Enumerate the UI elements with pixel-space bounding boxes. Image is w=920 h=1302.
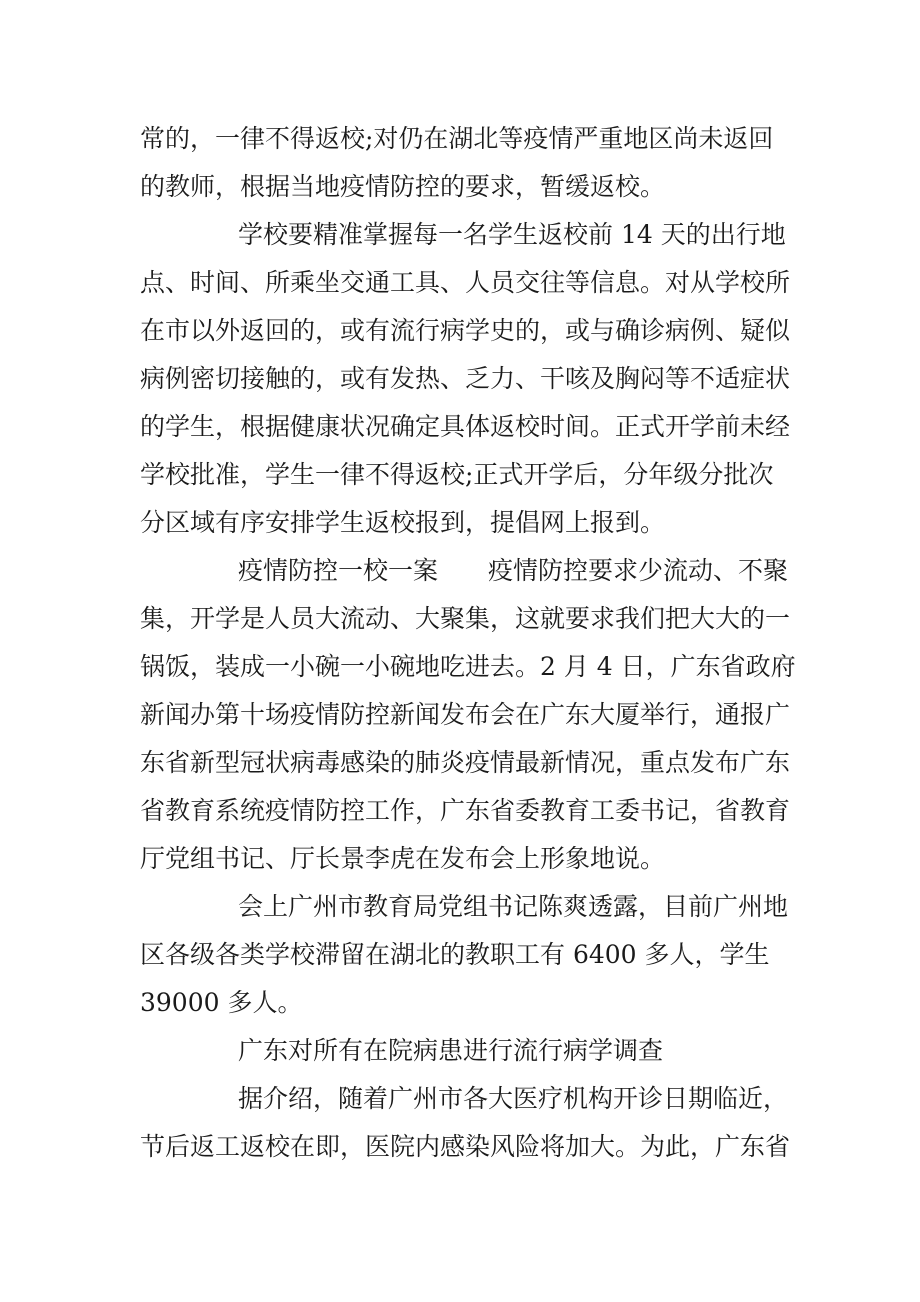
text-line: 常的，一律不得返校;对仍在湖北等疫情严重地区尚未返回 (140, 124, 774, 153)
paragraph-start: 据介绍，随着广州市各大医疗机构开诊日期临近， (238, 1084, 789, 1113)
paragraph-start: 会上广州市教育局党组书记陈爽透露，目前广州地 (238, 892, 789, 921)
text-line: 节后返工返校在即，医院内感染风险将加大。为此，广东省 (140, 1132, 791, 1161)
text-line: 锅饭，装成一小碗一小碗地吃进去。2 月 4 日，广东省政府 (140, 652, 796, 681)
text-line: 在市以外返回的，或有流行病学史的，或与确诊病例、疑似 (140, 316, 791, 345)
text-line: 省教育系统疫情防控工作，广东省委教育工委书记，省教育 (140, 796, 791, 825)
paragraph-start: 疫情防控一校一案 疫情防控要求少流动、不聚 (238, 556, 789, 585)
text-line: 东省新型冠状病毒感染的肺炎疫情最新情况，重点发布广东 (140, 748, 791, 777)
text-line: 分区域有序安排学生返校报到，提倡网上报到。 (140, 508, 666, 537)
text-line: 的教师，根据当地疫情防控的要求，暂缓返校。 (140, 172, 666, 201)
text-line: 点、时间、所乘坐交通工具、人员交往等信息。对从学校所 (140, 268, 791, 297)
text-line: 区各级各类学校滞留在湖北的教职工有 6400 多人，学生 (140, 940, 770, 969)
paragraph-start: 学校要精准掌握每一名学生返校前 14 天的出行地 (238, 220, 786, 249)
text-line: 39000 多人。 (140, 988, 303, 1017)
text-line: 学校批准，学生一律不得返校;正式开学后，分年级分批次 (140, 460, 774, 489)
text-line: 集，开学是人员大流动、大聚集，这就要求我们把大大的一 (140, 604, 791, 633)
text-line: 厅党组书记、厅长景李虎在发布会上形象地说。 (140, 844, 666, 873)
text-line: 病例密切接触的，或有发热、乏力、干咳及胸闷等不适症状 (140, 364, 791, 393)
text-line: 的学生，根据健康状况确定具体返校时间。正式开学前未经 (140, 412, 791, 441)
text-line: 新闻办第十场疫情防控新闻发布会在广东大厦举行，通报广 (140, 700, 791, 729)
section-heading: 广东对所有在院病患进行流行病学调查 (238, 1036, 664, 1065)
